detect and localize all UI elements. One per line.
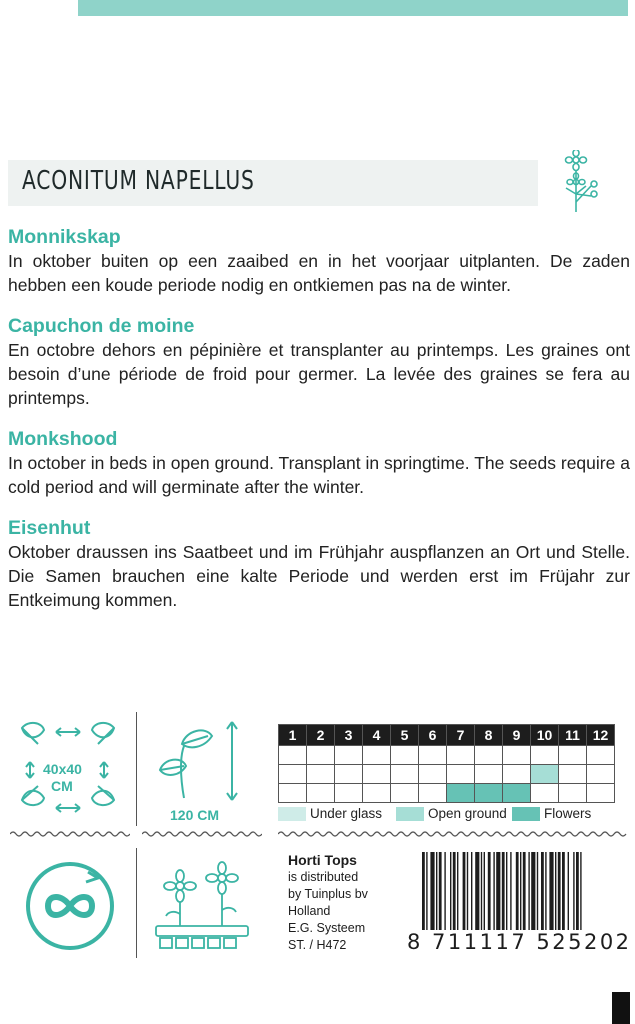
calendar-cell	[503, 765, 531, 784]
calendar-cell	[475, 746, 503, 765]
month-header: 6	[419, 725, 447, 746]
month-header: 7	[447, 725, 475, 746]
month-header: 3	[335, 725, 363, 746]
height-label: 120 CM	[170, 807, 220, 823]
calendar-cell	[335, 746, 363, 765]
calendar-cell	[279, 765, 307, 784]
month-header: 2	[307, 725, 335, 746]
calendar-cell	[307, 765, 335, 784]
wavy-divider	[142, 830, 262, 838]
corner-mark	[612, 992, 630, 1024]
calendar-cell	[391, 765, 419, 784]
calendar-cell	[531, 746, 559, 765]
calendar-cell	[307, 746, 335, 765]
legend-label: Open ground	[428, 806, 507, 821]
calendar-cell	[503, 784, 531, 803]
calendar-cell	[475, 784, 503, 803]
calendar-cell	[391, 746, 419, 765]
spacing-label: 40x40	[43, 761, 82, 777]
spacing-unit: CM	[51, 778, 73, 794]
calendar-cell	[475, 765, 503, 784]
calendar-cell	[531, 765, 559, 784]
section-text: In october in beds in open ground. Transplant in springtime. The seeds require a cold period and will germinate after the winter.	[8, 453, 630, 497]
calendar-cell	[587, 765, 615, 784]
calendar-cell	[279, 784, 307, 803]
section-text: Oktober draussen ins Saatbeet und im Frühjahr auspflanzen an Ort und Stelle. Die Samen brauchen eine kalte Periode und werden erst im Früjahr zur Entkeimung kommen.	[8, 542, 630, 610]
calendar-cell	[559, 784, 587, 803]
calendar-cell	[447, 765, 475, 784]
calendar-row-flowers	[279, 784, 615, 803]
section-heading: Eisenhut	[8, 517, 91, 539]
section-text: En octobre dehors en pépinière et transplanter au printemps. Les graines ont besoin d’une période de froid pour germer. La levée des graines se fera au printemps.	[8, 340, 630, 408]
calendar-legend	[278, 806, 630, 826]
legend-label: Under glass	[310, 806, 383, 821]
month-header: 12	[587, 725, 615, 746]
calendar-cell	[335, 765, 363, 784]
divider	[136, 848, 137, 958]
distributor-line: ST. / H472	[288, 938, 347, 952]
calendar-cell	[559, 746, 587, 765]
calendar-cell	[363, 765, 391, 784]
month-header: 8	[475, 725, 503, 746]
distributor-line: is distributed	[288, 870, 359, 884]
section-heading: Monkshood	[8, 428, 118, 450]
calendar-cell	[503, 746, 531, 765]
wavy-divider	[278, 830, 630, 838]
month-header: 5	[391, 725, 419, 746]
calendar-cell	[363, 746, 391, 765]
calendar-cell	[335, 784, 363, 803]
legend-swatch	[278, 807, 306, 821]
barcode-number: 8 711117 525202	[407, 930, 632, 954]
distributor-line: E.G. Systeem	[288, 921, 366, 935]
section-english	[8, 427, 630, 499]
calendar-cell	[307, 784, 335, 803]
section-heading: Monnikskap	[8, 226, 121, 248]
calendar-cell	[363, 784, 391, 803]
section-french	[8, 314, 630, 410]
legend-open-ground	[396, 806, 507, 821]
calendar-cell	[391, 784, 419, 803]
distributor-info	[288, 852, 368, 954]
legend-under-glass	[278, 806, 382, 821]
plant-height-icon	[150, 716, 250, 806]
sowing-calendar	[278, 724, 615, 803]
calendar-row-under-glass	[279, 746, 615, 765]
plant-latin-name: ACONITUM NAPELLUS	[22, 166, 255, 196]
distributor-line: Holland	[288, 904, 331, 918]
legend-swatch	[512, 807, 540, 821]
section-dutch	[8, 225, 630, 297]
calendar-cell	[279, 746, 307, 765]
calendar-cell	[419, 784, 447, 803]
section-german	[8, 516, 630, 612]
month-header: 1	[279, 725, 307, 746]
month-header: 9	[503, 725, 531, 746]
infinity-icon	[18, 858, 122, 954]
seedling-tray-icon	[150, 850, 254, 954]
top-color-bar	[78, 0, 628, 16]
month-header: 10	[531, 725, 559, 746]
legend-label: Flowers	[544, 806, 592, 821]
legend-flowers	[512, 806, 591, 821]
calendar-cell	[419, 765, 447, 784]
month-header: 11	[559, 725, 587, 746]
flower-logo-icon	[554, 150, 604, 216]
month-header: 4	[363, 725, 391, 746]
brand-name: Horti Tops	[288, 852, 357, 868]
calendar-cell	[587, 784, 615, 803]
calendar-cell	[559, 765, 587, 784]
calendar-row-open-ground	[279, 765, 615, 784]
section-heading: Capuchon de moine	[8, 315, 195, 337]
legend-swatch	[396, 807, 424, 821]
divider	[136, 712, 137, 826]
wavy-divider	[10, 830, 130, 838]
calendar-cell	[587, 746, 615, 765]
distributor-line: by Tuinplus bv	[288, 887, 368, 901]
calendar-cell	[447, 746, 475, 765]
section-text: In oktober buiten op een zaaibed en in het voorjaar uitplanten. De zaden hebben een koude periode nodig en ontkiemen pas na de winter.	[8, 251, 630, 295]
calendar-cell	[419, 746, 447, 765]
calendar-cell	[447, 784, 475, 803]
calendar-cell	[531, 784, 559, 803]
